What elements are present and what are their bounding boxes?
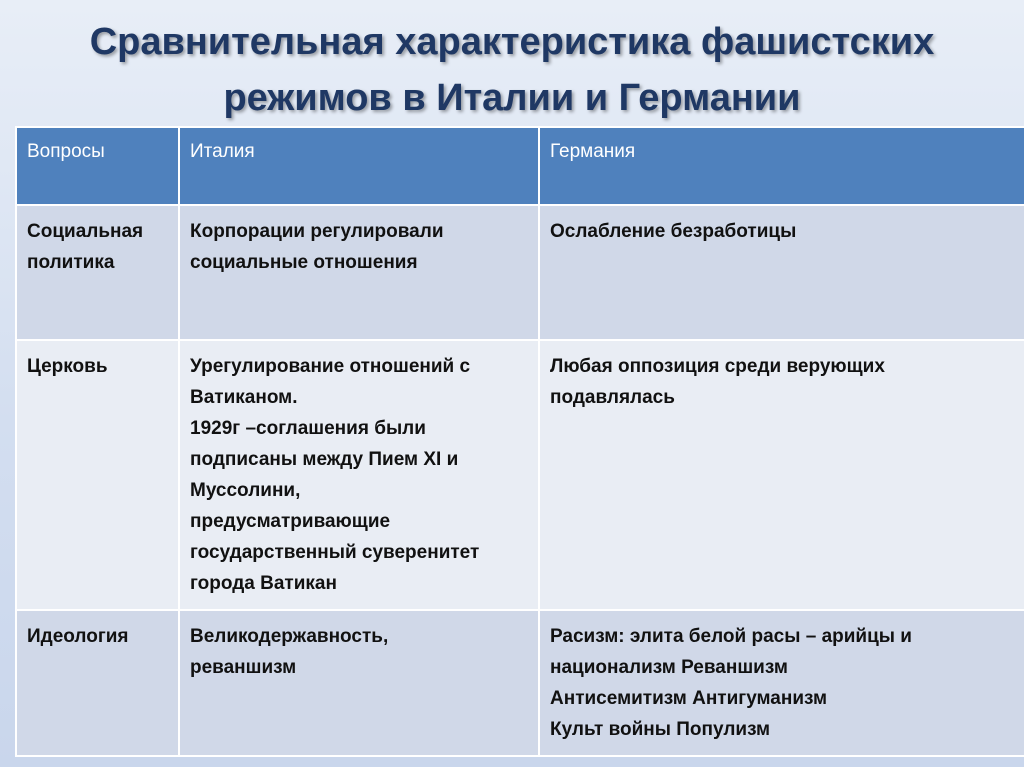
cell-question: [16, 610, 179, 756]
cell-line: Культ войны Популизм: [550, 719, 771, 740]
table-row-church: [16, 340, 1024, 610]
cell-line: социальные отношения: [190, 252, 418, 273]
comparison-table: [15, 126, 1024, 757]
cell-line: Корпорации регулировали: [190, 221, 444, 242]
cell-question: [16, 340, 179, 610]
table-row-ideology: [16, 610, 1024, 756]
slide-title: [0, 14, 1024, 126]
cell-line: предусматривающие: [190, 511, 391, 532]
cell-line: Ватиканом.: [190, 387, 298, 408]
cell-line: национализм Реваншизм: [550, 657, 788, 678]
cell-question: [16, 205, 179, 340]
cell-germany: [539, 610, 1024, 756]
cell-line: подписаны между Пием XI и: [190, 449, 459, 470]
header-italy: Италия: [179, 127, 539, 205]
cell-line: государственный суверенитет: [190, 542, 480, 563]
cell-line: города Ватикан: [190, 573, 337, 594]
cell-italy: [179, 610, 539, 756]
cell-line: Великодержавность,: [190, 626, 389, 647]
cell-line: 1929г –соглашения были: [190, 418, 426, 439]
cell-line: политика: [27, 252, 115, 273]
cell-germany: [539, 340, 1024, 610]
cell-line: Любая оппозиция среди верующих: [550, 356, 885, 377]
cell-germany: [539, 205, 1024, 340]
title-line-2: режимов в Италии и Германии: [223, 77, 801, 119]
cell-line: подавлялась: [550, 387, 675, 408]
cell-italy: [179, 340, 539, 610]
cell-line: Социальная: [27, 221, 144, 242]
table-header-row: [16, 127, 1024, 205]
header-germany: Германия: [539, 127, 1024, 205]
cell-italy: [179, 205, 539, 340]
cell-line: Идеология: [27, 626, 129, 647]
cell-line: реваншизм: [190, 657, 297, 678]
cell-line: Расизм: элита белой расы – арийцы и: [550, 626, 912, 647]
header-questions: Вопросы: [16, 127, 179, 205]
cell-line: Муссолини,: [190, 480, 301, 501]
table-row-social-policy: [16, 205, 1024, 340]
cell-line: Ослабление безработицы: [550, 221, 797, 242]
title-line-1: Сравнительная характеристика фашистских: [89, 21, 935, 63]
cell-line: Церковь: [27, 356, 108, 377]
cell-line: Антисемитизм Антигуманизм: [550, 688, 828, 709]
cell-line: Урегулирование отношений с: [190, 356, 471, 377]
